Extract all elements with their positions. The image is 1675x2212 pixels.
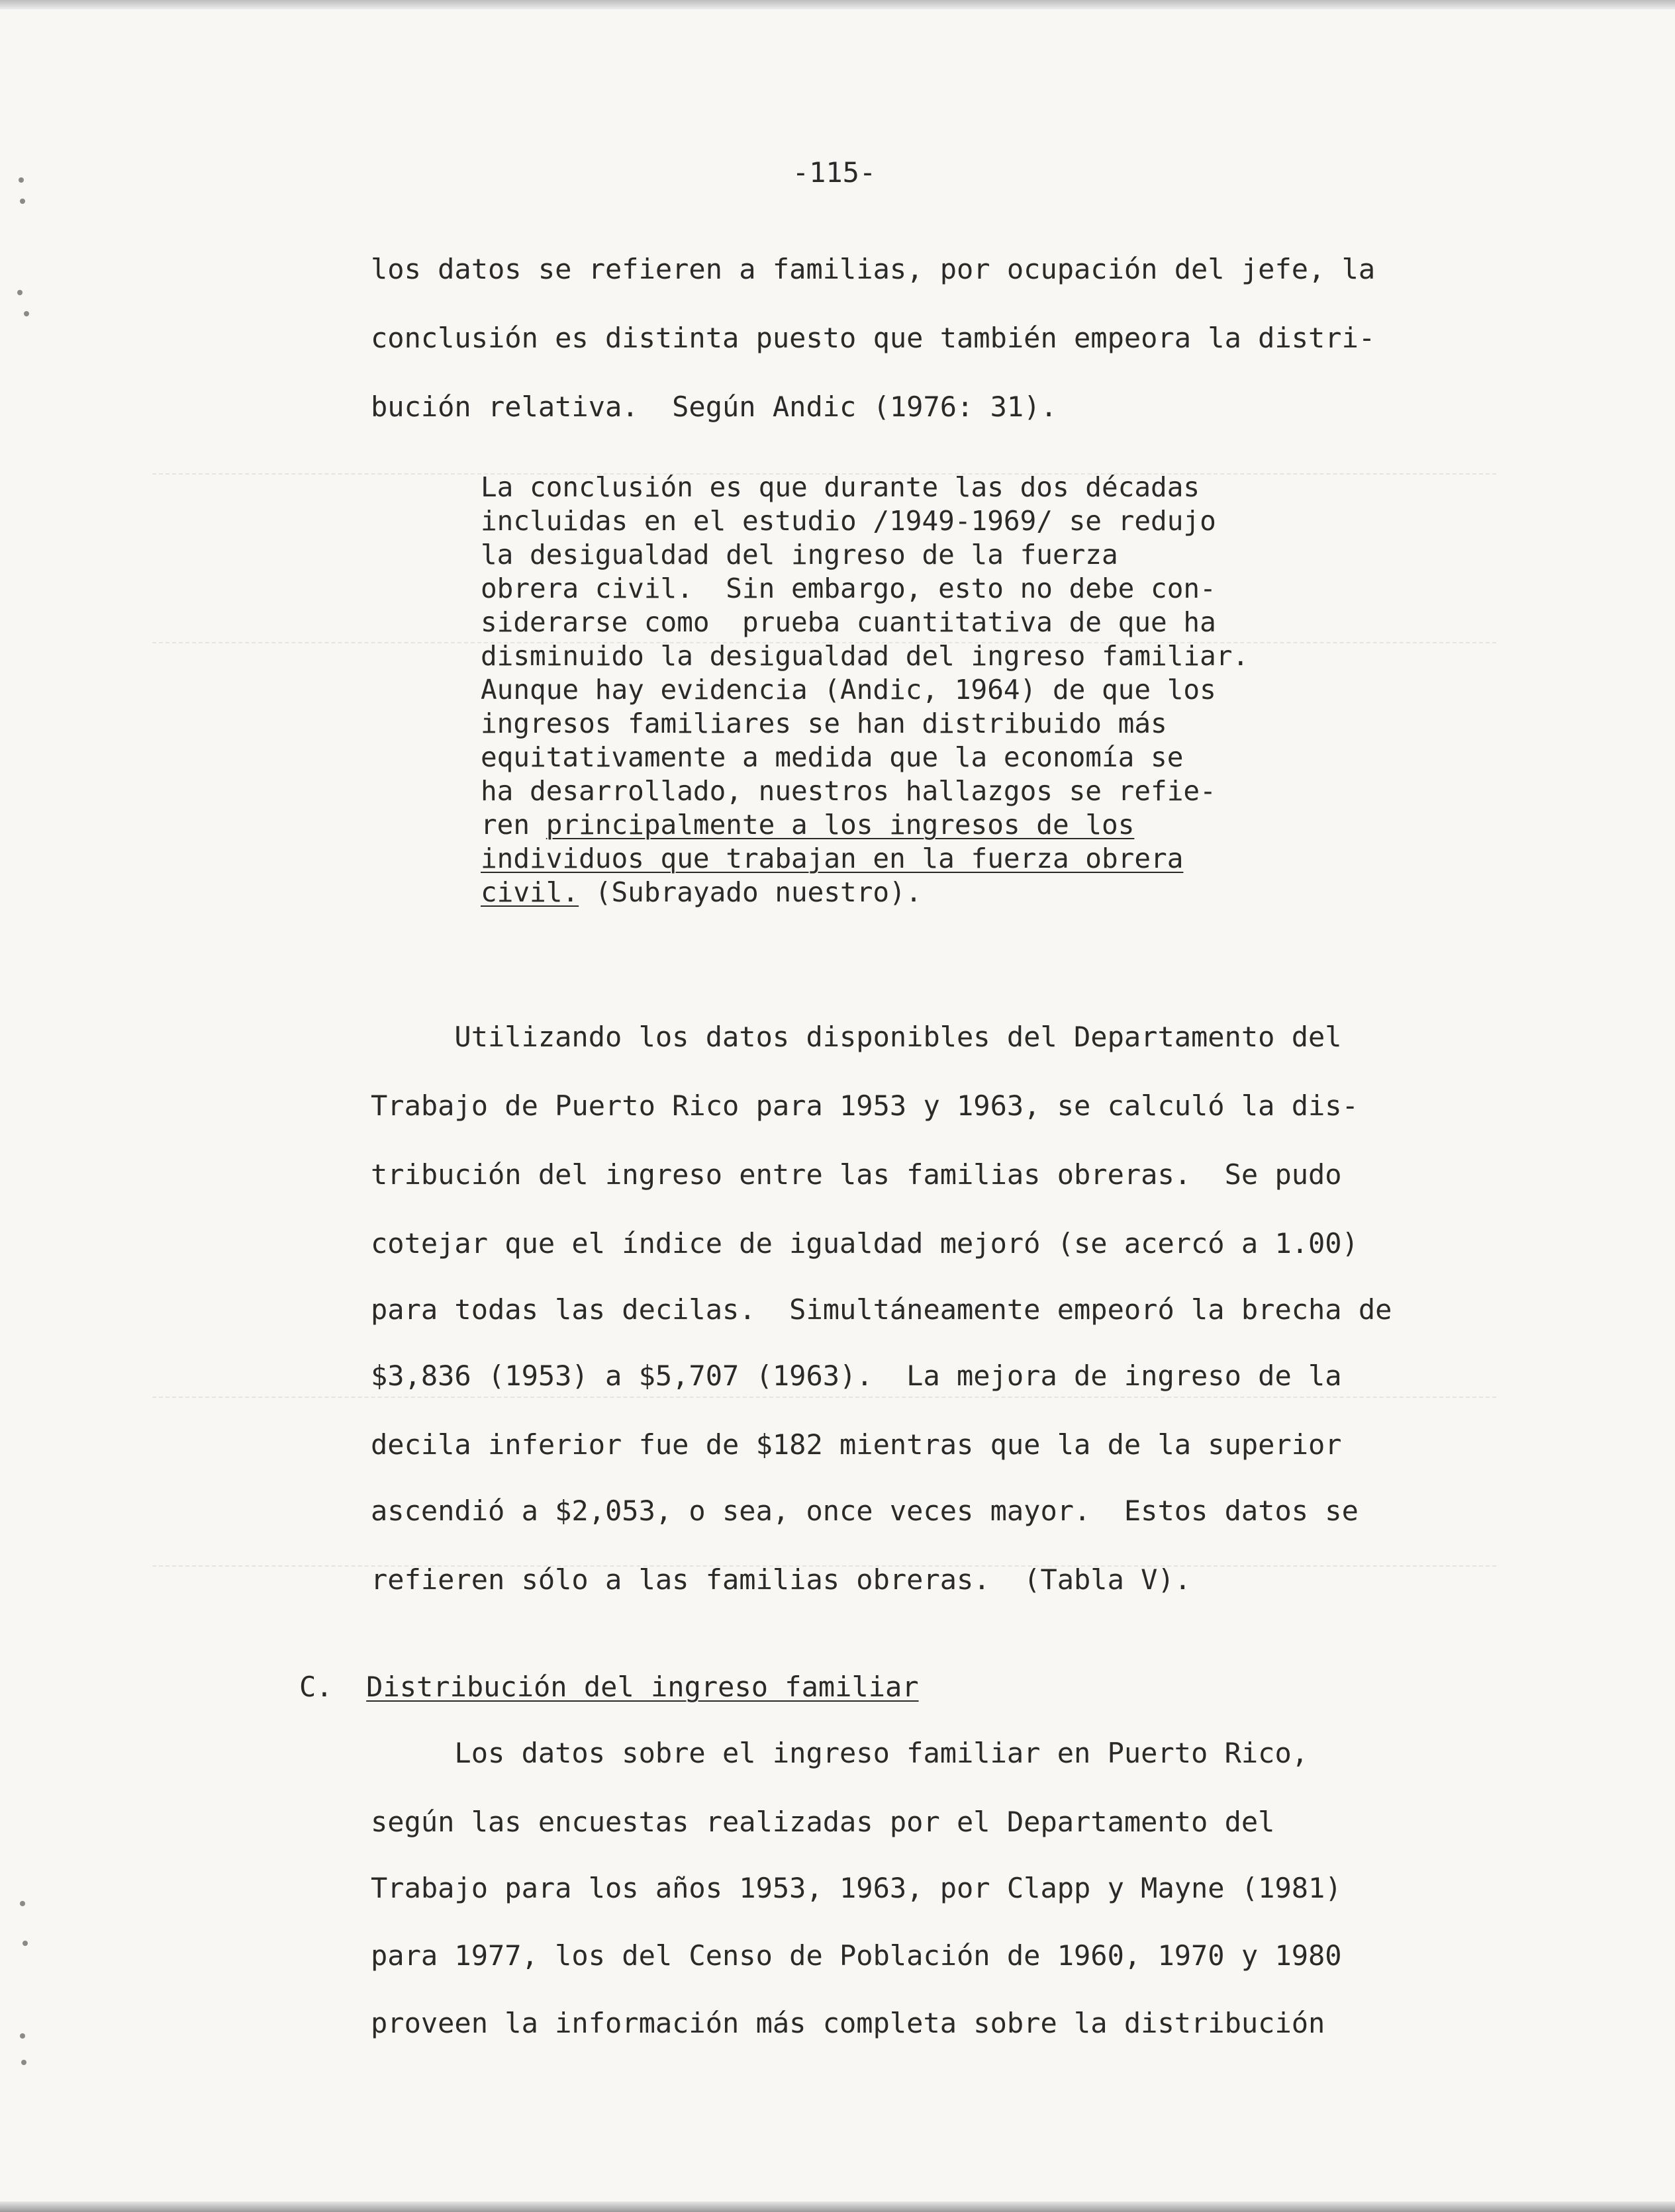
scan-speck	[20, 2033, 25, 2039]
paragraph-line: Trabajo de Puerto Rico para 1953 y 1963, se calculó la dis-	[371, 1089, 1359, 1122]
section-heading	[299, 1673, 919, 1701]
scan-top-edge	[0, 0, 1675, 9]
paragraph-line: proveen la información más completa sobre la distribución	[371, 2007, 1325, 2039]
paragraph-line: decila inferior fue de $182 mientras que la de la superior	[371, 1428, 1342, 1461]
quote-line: Aunque hay evidencia (Andic, 1964) de que los	[481, 674, 1216, 706]
quote-line	[481, 811, 1134, 839]
scan-speck	[23, 1941, 28, 1946]
quote-line: la desigualdad del ingreso de la fuerza	[481, 539, 1118, 571]
scan-speck	[20, 1901, 25, 1906]
paragraph-line: Los datos sobre el ingreso familiar en Puerto Rico,	[371, 1737, 1309, 1769]
scan-speck	[19, 177, 24, 183]
scan-speck	[20, 199, 25, 204]
paragraph-line: conclusión es distinta puesto que también empeora la distri-	[371, 322, 1376, 354]
paragraph-line: según las encuestas realizadas por el Departamento del	[371, 1806, 1275, 1838]
paragraph-line: Utilizando los datos disponibles del Departamento del	[371, 1021, 1342, 1053]
paragraph-line: refieren sólo a las familias obreras. (Tabla V).	[371, 1563, 1192, 1596]
paragraph-line: para todas las decilas. Simultáneamente empeoró la brecha de	[371, 1293, 1392, 1326]
quote-line: ingresos familiares se han distribuido más	[481, 708, 1167, 739]
quote-line: incluidas en el estudio /1949-1969/ se redujo	[481, 505, 1216, 537]
quote-line: siderarse como prueba cuantitativa de que ha	[481, 606, 1216, 638]
underlined-emphasis: principalmente a los ingresos de los	[546, 809, 1135, 841]
scan-bottom-edge	[0, 2201, 1675, 2212]
paragraph-line: cotejar que el índice de igualdad mejoró (se acercó a 1.00)	[371, 1227, 1359, 1260]
paragraph-line: ascendió a $2,053, o sea, once veces mayor. Estos datos se	[371, 1495, 1359, 1527]
quote-line: ha desarrollado, nuestros hallazgos se refie-	[481, 775, 1216, 807]
scan-speck	[24, 311, 29, 316]
bleed-through-line	[152, 1397, 1496, 1398]
quote-text: (Subrayado nuestro).	[579, 876, 922, 908]
underlined-emphasis: individuos que trabajan en la fuerza obrera	[481, 843, 1184, 874]
paragraph-line: $3,836 (1953) a $5,707 (1963). La mejora de ingreso de la	[371, 1359, 1342, 1392]
section-title: Distribución del ingreso familiar	[366, 1671, 919, 1703]
quote-line	[481, 845, 1183, 872]
paragraph-line: Trabajo para los años 1953, 1963, por Clapp y Mayne (1981)	[371, 1872, 1342, 1904]
paragraph-line: para 1977, los del Censo de Población de 1960, 1970 y 1980	[371, 1939, 1342, 1972]
underlined-emphasis: civil.	[481, 876, 579, 908]
quote-line	[481, 876, 922, 908]
page-number: -115-	[792, 156, 877, 189]
quote-line: equitativamente a medida que la economía se	[481, 741, 1184, 773]
quote-line: La conclusión es que durante las dos décadas	[481, 471, 1200, 503]
quote-line: disminuido la desigualdad del ingreso familiar.	[481, 640, 1249, 672]
scan-speck	[17, 290, 23, 295]
quote-text: ren	[481, 809, 546, 841]
scan-speck	[21, 2060, 26, 2065]
quote-line: obrera civil. Sin embargo, esto no debe con-	[481, 573, 1216, 604]
paragraph-line: bución relativa. Según Andic (1976: 31).	[371, 391, 1057, 423]
paragraph-line: tribución del ingreso entre las familias obreras. Se pudo	[371, 1158, 1342, 1191]
paragraph-line: los datos se refieren a familias, por ocupación del jefe, la	[371, 253, 1376, 285]
section-letter: C.	[299, 1671, 333, 1703]
